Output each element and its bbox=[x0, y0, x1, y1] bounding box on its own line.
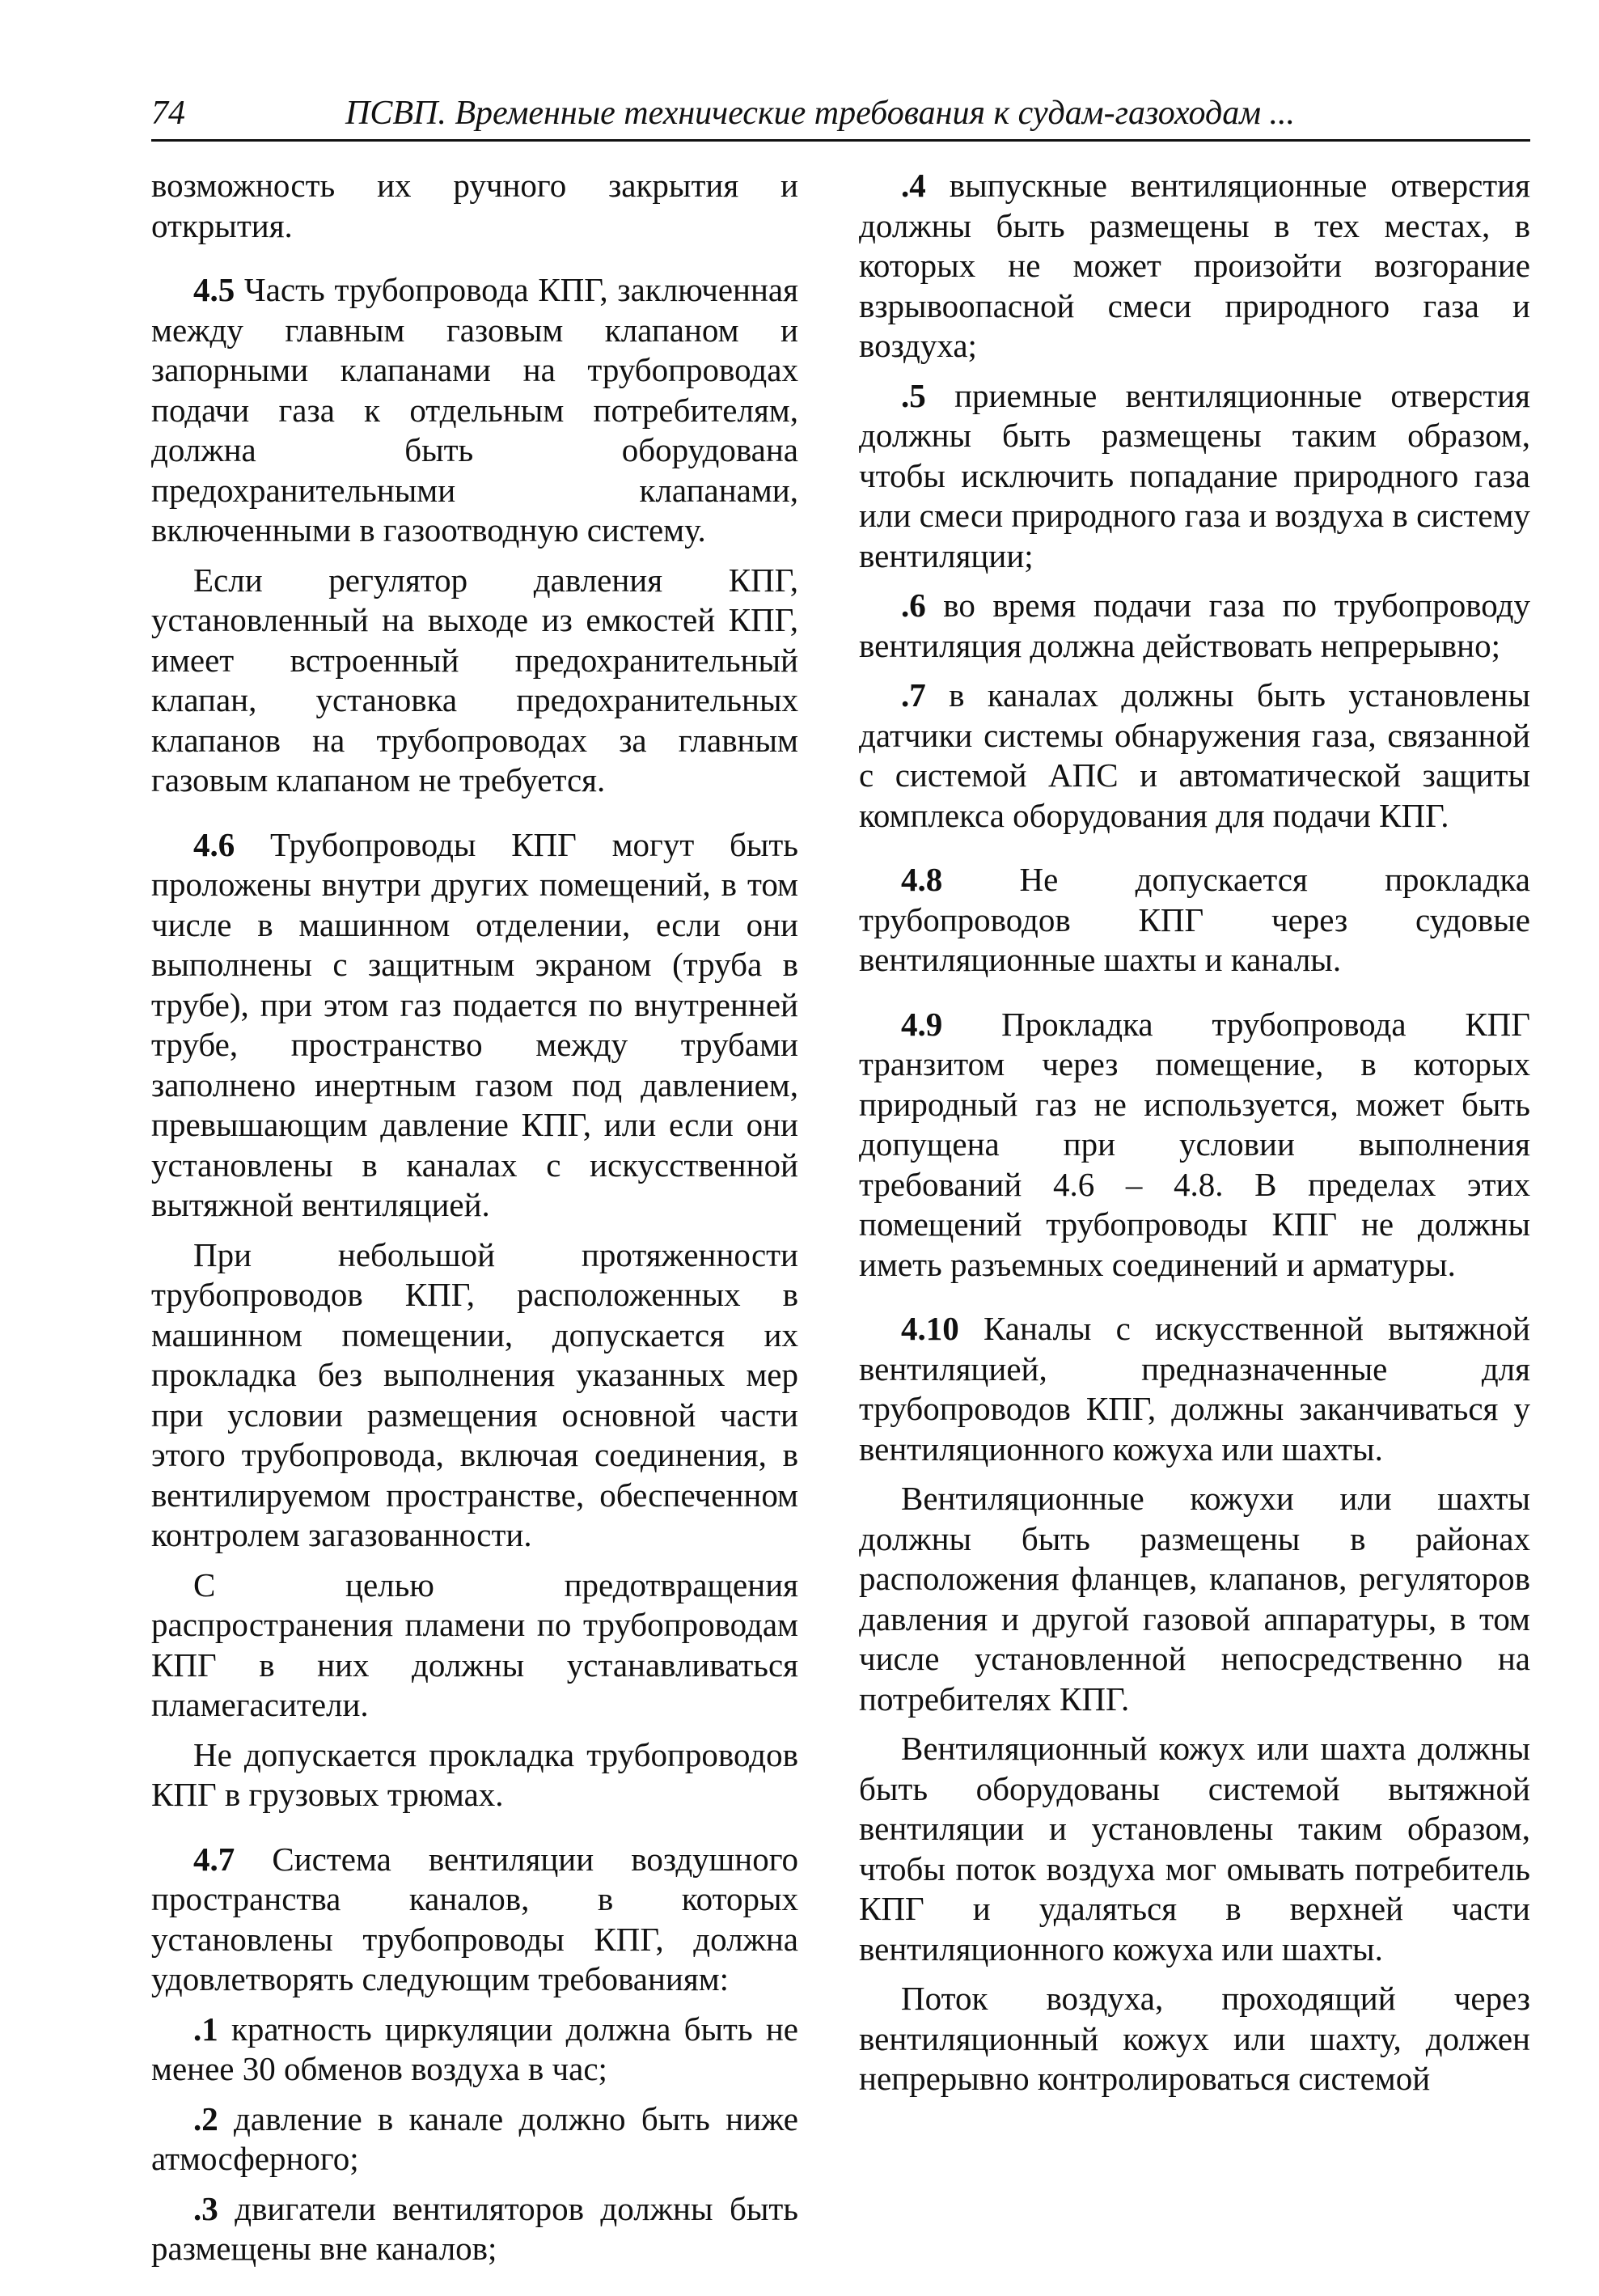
paragraph-text: приемные вентиляционные отверстия должны быть размещены таким образом, чтобы исключить попадание природного газа или смеси природного газа и воздуха в систему вентиляции; bbox=[859, 376, 1530, 574]
paragraph-text: кратность циркуляции должна быть не менее 30 обменов воздуха в час; bbox=[151, 2010, 798, 2087]
item-number: .5 bbox=[901, 376, 926, 414]
paragraph-text: давление в канале должно быть ниже атмосферного; bbox=[151, 2099, 798, 2177]
paragraph bbox=[151, 166, 798, 246]
paragraph bbox=[151, 1840, 798, 2000]
paragraph bbox=[859, 1479, 1530, 1719]
paragraph-text: Поток воздуха, проходящий через вентиляционный кожух или шахту, должен непрерывно контролироваться системой bbox=[859, 1980, 1530, 2097]
item-number: .1 bbox=[193, 2010, 218, 2048]
item-number: .2 bbox=[193, 2099, 218, 2137]
section-number: 4.10 bbox=[901, 1310, 959, 1347]
paragraph bbox=[859, 1005, 1530, 1286]
paragraph bbox=[859, 166, 1530, 366]
paragraph-text: двигатели вентиляторов должны быть размещены вне каналов; bbox=[151, 2189, 798, 2267]
paragraph bbox=[151, 561, 798, 801]
paragraph bbox=[151, 270, 798, 551]
section-number: 4.8 bbox=[901, 861, 943, 898]
left-column bbox=[151, 166, 798, 2279]
paragraph-text: Часть трубопровода КПГ, заключенная между главным газовым клапаном и запорными клапанами на трубопроводах подачи газа к отдельным потребителям, должна быть оборудована предохранительными клапанами, включенными в газоотводную систему. bbox=[151, 271, 798, 549]
paragraph bbox=[151, 2099, 798, 2180]
section-number: 4.7 bbox=[193, 1840, 235, 1878]
paragraph bbox=[859, 586, 1530, 666]
paragraph-text: в каналах должны быть установлены датчики системы обнаружения газа, связанной с системой АПС и автоматической защиты комплекса оборудования для подачи КПГ. bbox=[859, 676, 1530, 834]
item-number: .6 bbox=[901, 587, 926, 624]
paragraph-text: Прокладка трубопровода КПГ транзитом через помещение, в которых природный газ не используется, может быть допущена при условии выполнения требований 4.6 – 4.8. В пределах этих помещений трубопроводы КПГ не должны иметь разъемных соединений и арматуры. bbox=[859, 1005, 1530, 1283]
paragraph-text: во время подачи газа по трубопроводу вентиляция должна действовать непрерывно; bbox=[859, 587, 1530, 664]
paragraph-text: Не допускается прокладка трубопроводов КПГ через судовые вентиляционные шахты и каналы. bbox=[859, 861, 1530, 978]
item-number: .4 bbox=[901, 167, 926, 204]
paragraph-text: Вентиляционный кожух или шахта должны быть оборудованы системой вытяжной вентиляции и установлены таким образом, чтобы поток воздуха мог омывать потребитель КПГ и удаляться в верхней части вентиляционного кожуха или шахты. bbox=[859, 1730, 1530, 1968]
right-column bbox=[859, 166, 1530, 2109]
paragraph-text: Не допускается прокладка трубопроводов КПГ в грузовых трюмах. bbox=[151, 1735, 798, 1813]
page-header bbox=[151, 91, 1530, 142]
paragraph bbox=[151, 1235, 798, 1556]
paragraph-text: Система вентиляции воздушного пространства каналов, в которых установлены трубопроводы КПГ, должна удовлетворять следующим требованиям: bbox=[151, 1840, 798, 1997]
paragraph-text: Трубопроводы КПГ могут быть проложены внутри других помещений, в том числе в машинном отделении, если они выполнены с защитным экраном (труба в трубе), при этом газ подается по внутренней трубе, пространство между трубами заполнено инертным газом под давлением, превышающим давление КПГ, или если они установлены в каналах с искусственной вытяжной вентиляцией. bbox=[151, 825, 798, 1223]
paragraph-text: При небольшой протяженности трубопроводов КПГ, расположенных в машинном помещении, допускается их прокладка без выполнения указанных мер при условии размещения основной части этого трубопровода, включая соединения, в вентилируемом пространстве, обеспеченном контролем загазованности. bbox=[151, 1235, 798, 1553]
item-number: .3 bbox=[193, 2189, 218, 2227]
paragraph bbox=[859, 1729, 1530, 1969]
paragraph-text: выпускные вентиляционные отверстия должны быть размещены в тех местах, в которых не может произойти возгорание взрывоопасной смеси природного газа и воздуха; bbox=[859, 167, 1530, 364]
page-number: 74 bbox=[151, 95, 185, 132]
paragraph bbox=[151, 1565, 798, 1726]
section-number: 4.6 bbox=[193, 825, 235, 863]
paragraph bbox=[151, 825, 798, 1226]
section-number: 4.5 bbox=[193, 271, 235, 308]
paragraph bbox=[151, 2010, 798, 2090]
paragraph-text: Каналы с искусственной вытяжной вентиляцией, предназначенные для трубопроводов КПГ, должны заканчиваться у вентиляционного кожуха или шахты. bbox=[859, 1310, 1530, 1468]
section-number: 4.9 bbox=[901, 1005, 943, 1043]
paragraph bbox=[151, 2189, 798, 2269]
running-title: ПСВП. Временные технические требования к судам-газоходам ... bbox=[345, 95, 1296, 132]
paragraph-text: возможность их ручного закрытия и открытия. bbox=[151, 167, 798, 244]
paragraph-text: Вентиляционные кожухи или шахты должны быть размещены в районах расположения фланцев, клапанов, регуляторов давления и другой газовой аппаратуры, в том числе установленной непосредственно на потребителях КПГ. bbox=[859, 1480, 1530, 1718]
item-number: .7 bbox=[901, 676, 926, 714]
paragraph bbox=[859, 676, 1530, 836]
paragraph bbox=[859, 860, 1530, 981]
paragraph bbox=[151, 1735, 798, 1815]
paragraph bbox=[859, 1309, 1530, 1469]
paragraph-text: С целью предотвращения распространения пламени по трубопроводам КПГ в них должны устанавливаться пламегасители. bbox=[151, 1565, 798, 1723]
paragraph bbox=[859, 376, 1530, 577]
paragraph bbox=[859, 1979, 1530, 2099]
paragraph-text: Если регулятор давления КПГ, установленный на выходе из емкостей КПГ, имеет встроенный предохранительный клапан, установка предохранительных клапанов на трубопроводах за главным газовым клапаном не требуется. bbox=[151, 561, 798, 799]
